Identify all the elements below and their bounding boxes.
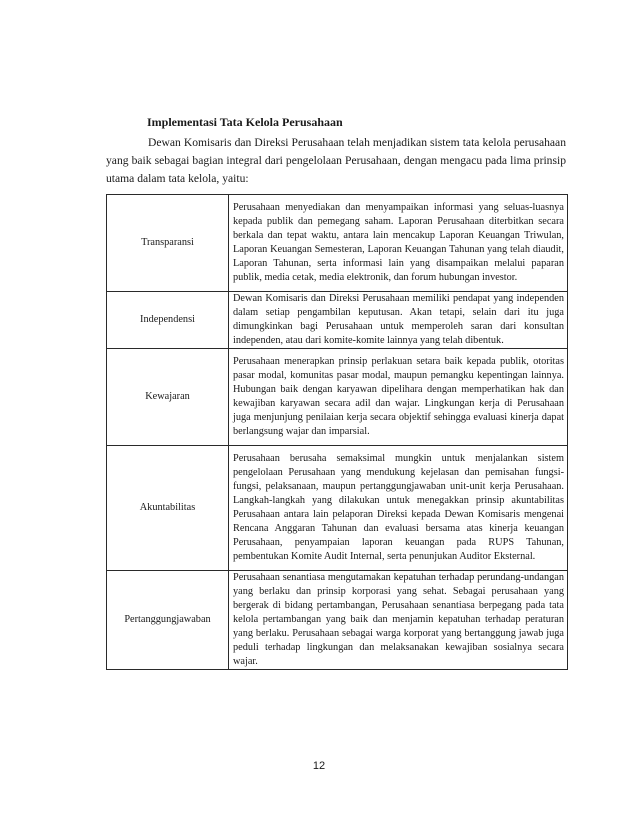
principle-name: Kewajaran [107, 349, 229, 446]
principles-table [106, 194, 568, 670]
principle-description: Dewan Komisaris dan Direksi Perusahaan memiliki pendapat yang independen dalam setiap pengambilan keputusan. Akan tetapi, selain dari itu juga dimungkinkan bagi Perusahaan untuk memperoleh saran dari konsultan independen, atau dari komite-komite lainnya yang telah dibentuk. [229, 292, 568, 349]
principle-name: Akuntabilitas [107, 446, 229, 571]
table-row [107, 292, 568, 349]
principle-description: Perusahaan berusaha semaksimal mungkin untuk menjalankan sistem pengelolaan Perusahaan yang mendukung kejelasan dan pemisahan fungsi-fungsi, pelaksanaan, maupun pertanggungjawaban unit-unit kerja Perusahaan. Langkah-langkah yang dilakukan untuk menegakkan prinsip akuntabilitas Perusahaan antara lain pelaporan Direksi kepada Dewan Komisaris mengenai Rencana Anggaran Tahunan dan evaluasi bersama atas kinerja keuangan Perusahaan, penyampaian laporan keuangan pada RUPS Tahunan, pembentukan Komite Audit Internal, serta penunjukan Auditor Eksternal. [229, 446, 568, 571]
principle-name: Pertanggungjawaban [107, 571, 229, 670]
intro-paragraph: Dewan Komisaris dan Direksi Perusahaan telah menjadikan sistem tata kelola perusahaan yang baik sebagai bagian integral dari pengelolaan Perusahaan, dengan mengacu pada lima prinsip utama dalam tata kelola, yaitu: [106, 136, 566, 185]
principle-description: Perusahaan menerapkan prinsip perlakuan setara baik kepada publik, otoritas pasar modal, komunitas pasar modal, maupun pemangku kepentingan lainnya. Hubungan baik dengan karyawan dipelihara dengan memperhatikan hak dan kewajiban karyawan secara adil dan wajar. Lingkungan kerja di Perusahaan juga menjunjung penilaian kerja secara objektif sehingga evaluasi kinerja dapat berlangsung wajar dan imparsial. [229, 349, 568, 446]
page-number: 12 [312, 760, 326, 772]
principle-description: Perusahaan senantiasa mengutamakan kepatuhan terhadap perundang-undangan yang berlaku dan prinsip korporasi yang sehat. Sebagai perusahaan yang bergerak di bidang pertambangan, Perusahaan senantiasa berpegang pada tata kelola pertambangan yang baik dan menjamin kepatuhan terhadap peraturan yang berlaku. Perusahaan sebagai warga korporat yang bertanggung jawab juga peduli terhadap lingkungan dan melaksanakan kewajiban sosialnya secara wajar. [229, 571, 568, 670]
principle-name: Transparansi [107, 195, 229, 292]
table-row [107, 195, 568, 292]
table-row [107, 571, 568, 670]
section-heading: Implementasi Tata Kelola Perusahaan [147, 115, 343, 129]
table-row [107, 349, 568, 446]
table-row [107, 446, 568, 571]
principle-name: Independensi [107, 292, 229, 349]
principle-description: Perusahaan menyediakan dan menyampaikan informasi yang seluas-luasnya kepada publik dan pemegang saham. Laporan Perusahaan diterbitkan secara berkala dan tepat waktu, antara lain mencakup Laporan Keuangan Triwulan, Laporan Keuangan Semesteran, Laporan Keuangan Tahunan yang telah diaudit, Laporan Tahunan, serta informasi lain yang disampaikan melalui paparan publik, media cetak, media elektronik, dan forum hubungan investor. [229, 195, 568, 292]
